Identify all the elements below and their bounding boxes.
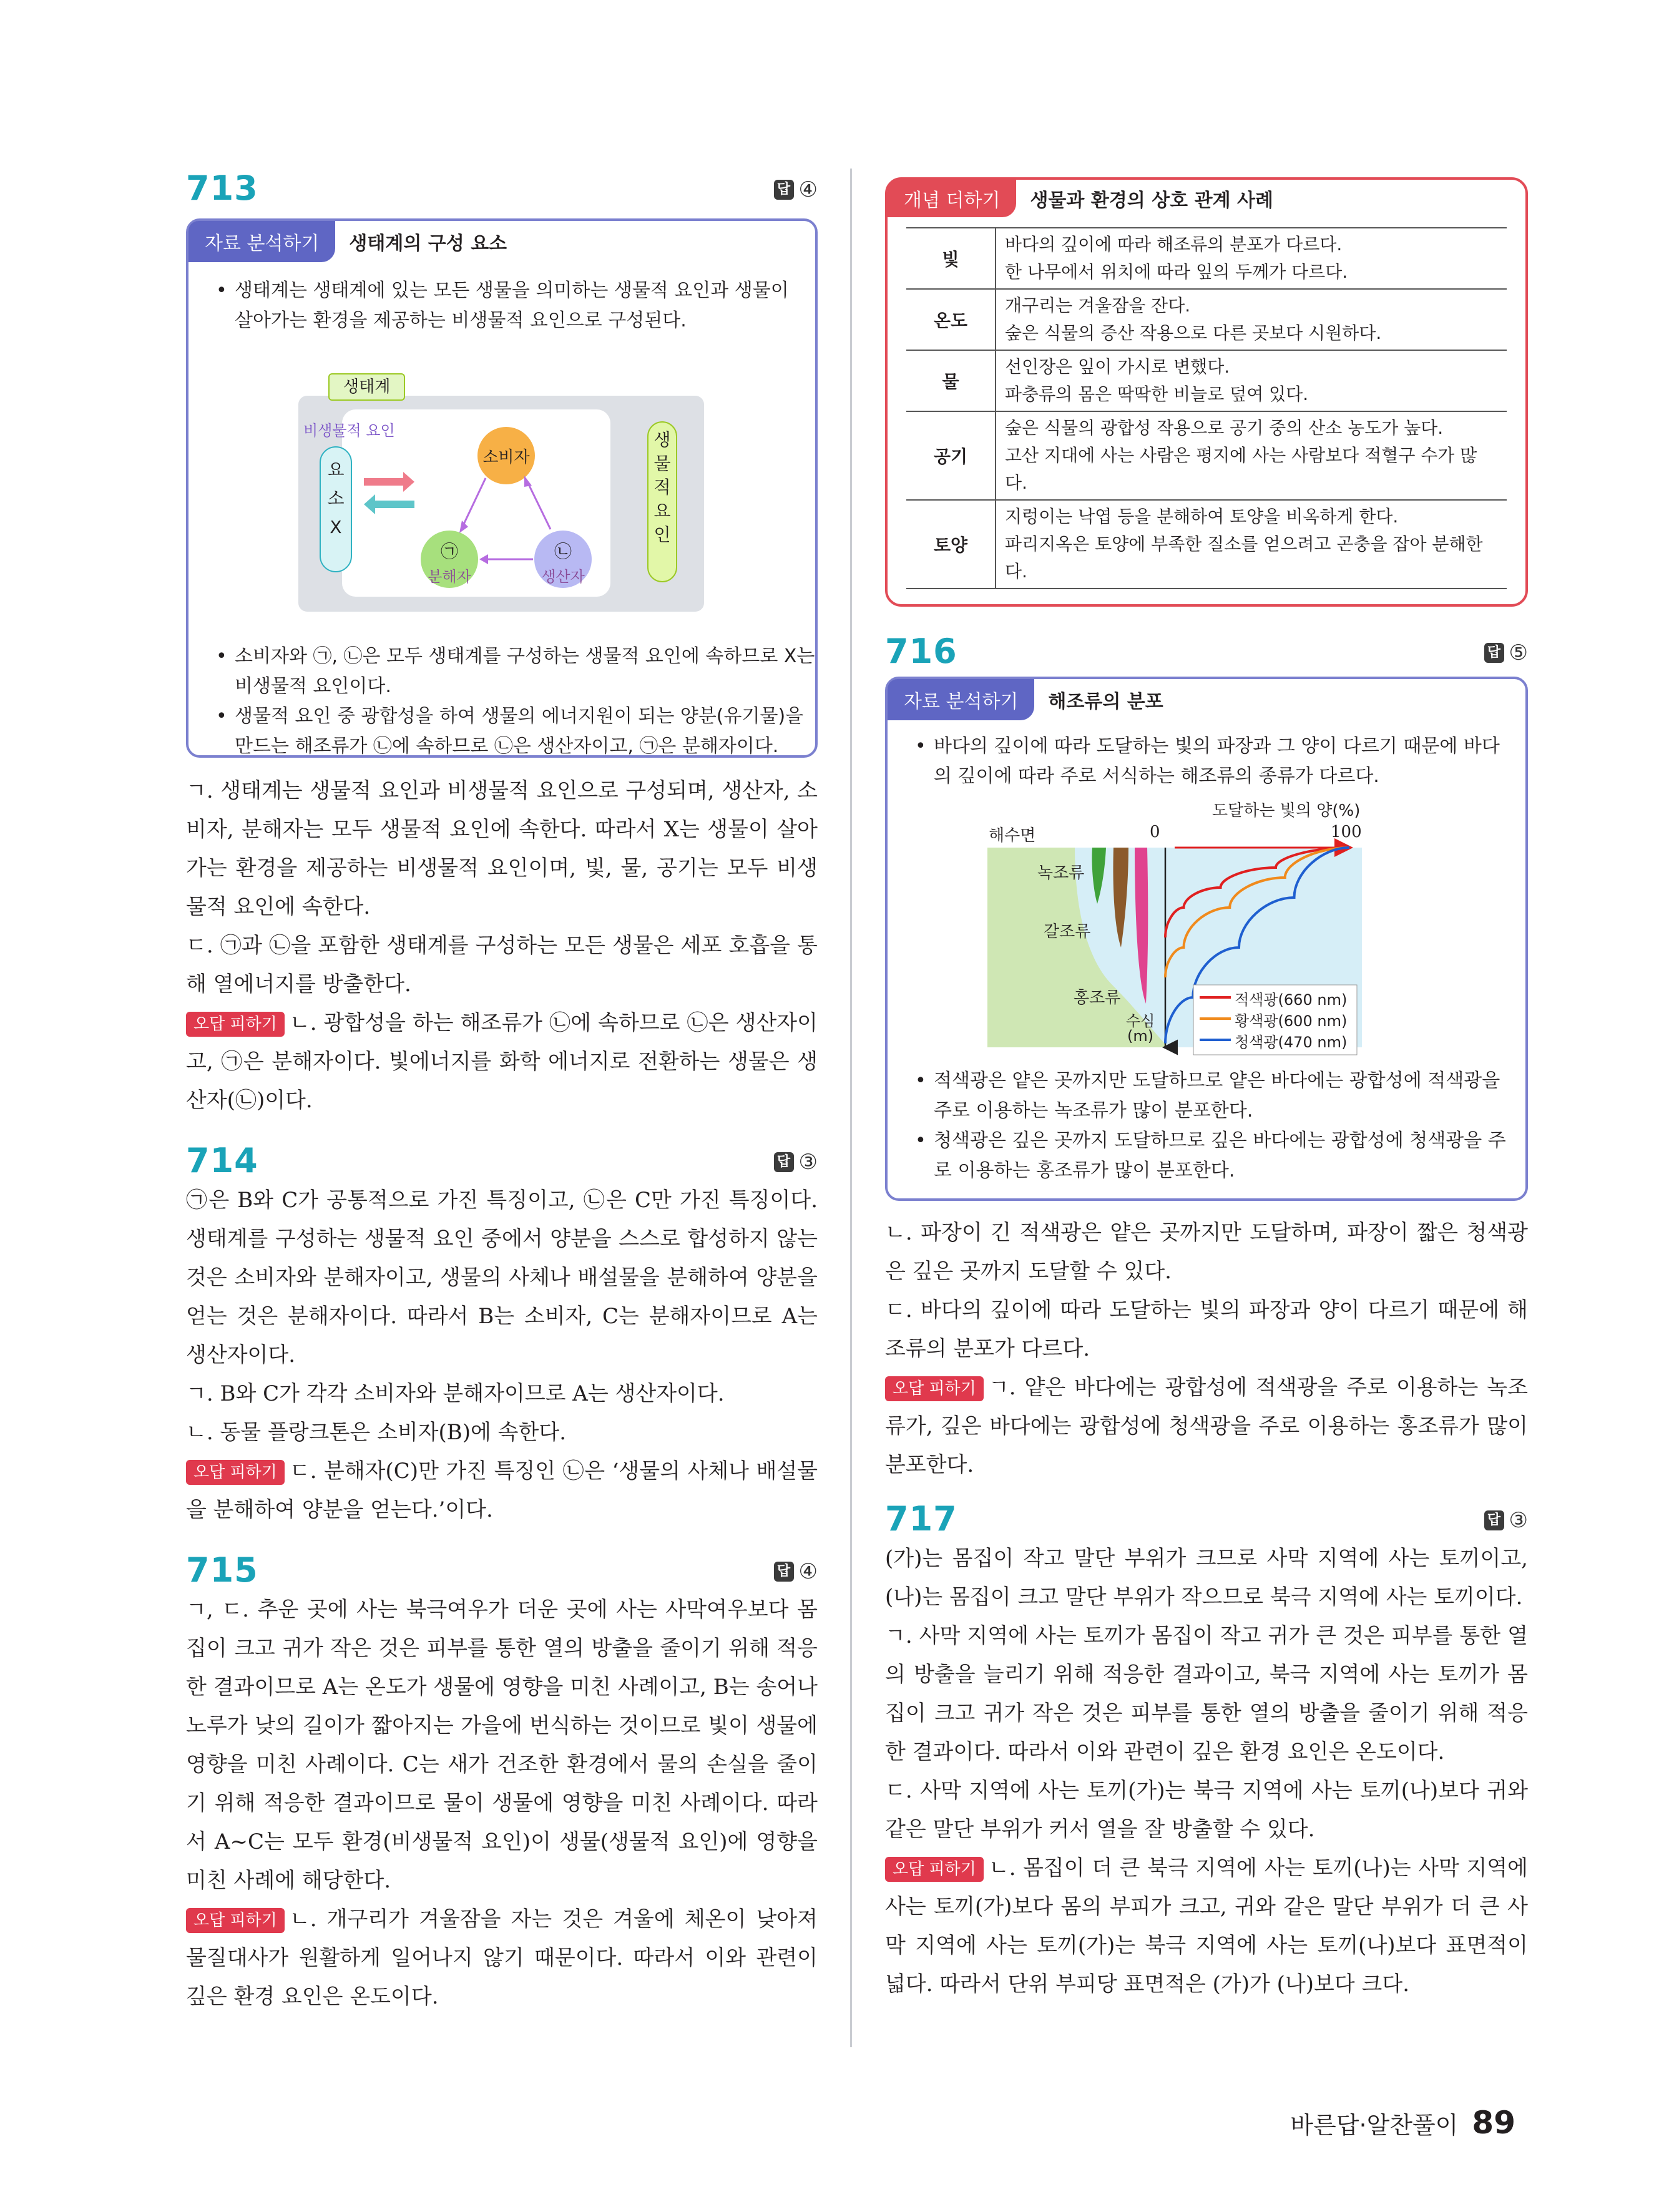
red-algae-label: 홍조류 [1074,989,1121,1007]
row-values: 지렁이는 낙엽 등을 분해하여 토양을 비옥하게 한다. 파리지옥은 토양에 부족한 질소를 얻으려고 곤충을 잡아 분해한다. [996,500,1507,589]
box-bullet-2: • 청색광은 깊은 곳까지 도달하므로 깊은 바다에는 광합성에 청색광을 주로 이용하는 홍조류가 많이 분포한다. [915,1126,1507,1186]
algae-chart [981,798,1418,1060]
table-row [906,500,1507,589]
explanation [885,1213,1528,1484]
wrong-answer-tag: 오답 피하기 [186,1908,285,1933]
row-values: 선인장은 잎이 가시로 변했다. 파충류의 몸은 딱딱한 비늘로 덮여 있다. [996,350,1507,411]
table-row [906,411,1507,500]
answer-icon: 답 [1484,643,1504,663]
box-bullet-1: • 소비자와 ㉠, ㉡은 모두 생태계를 구성하는 생물적 요인에 속하므로 X는 비생물적 요인이다. [216,642,821,702]
table-row [906,289,1507,350]
explanation-paragraph: ㄷ. 사막 지역에 사는 토끼(가)는 북극 지역에 사는 토끼(나)보다 귀와 같은 말단 부위가 커서 열을 잘 방출할 수 있다. [885,1778,1528,1842]
wrong-answer-tag: 오답 피하기 [885,1376,984,1401]
answer: 답 ④ [774,177,818,202]
x-tick-0: 0 [1150,823,1160,841]
explanation-paragraph: ㉠은 B와 C가 공통적으로 가진 특징이고, ㉡은 C만 가진 특징이다. 생태계를 구성하는 생물적 요인 중에서 양분을 스스로 합성하지 않는 것은 소비자와 분해자이고, 생물의 사체나 배설물을 분해하여 양분을 얻는 것은 분해자이다. 따라서 B는 소비자, C는 분해자이므로 A는 생산자이다. [186,1188,818,1368]
box-bullet-2: • 생물적 요인 중 광합성을 하여 생물의 에너지원이 되는 양분(유기물)을 만드는 해조류가 ㉡에 속하므로 ㉡은 생산자이고, ㉠은 분해자이다. [216,702,821,761]
ecosystem-diagram [298,372,704,612]
box-label: 자료 분석하기 [188,221,335,262]
decomposer-symbol: ㉠ [440,541,458,562]
question-number: 715 [186,1550,258,1590]
left-column [186,169,818,2016]
concept-label: 개념 더하기 [888,180,1016,217]
question-716 [885,632,1528,1484]
question-number: 716 [885,632,957,671]
answer: 답 ⑤ [1484,640,1528,665]
explanation [186,771,818,1120]
producer-label: 생산자 [541,568,585,585]
row-values: 바다의 깊이에 따라 해조류의 분포가 다르다. 한 나무에서 위치에 따라 잎의 두께가 다르다. [996,228,1507,289]
depth-label-2: (m) [1127,1027,1154,1045]
table-row [906,228,1507,289]
legend-red-label: 적색광(660 nm) [1235,991,1348,1009]
intro-bullet: • 바다의 깊이에 따라 도달하는 빛의 파장과 그 양이 다르기 때문에 바다의 깊이에 따라 주로 서식하는 해조류의 종류가 다르다. [915,732,1507,791]
chart-title: 도달하는 빛의 양(%) [1212,801,1361,820]
intro-bullet: • 생태계는 생태계에 있는 모든 생물을 의미하는 생물적 요인과 생물이 살아가는 환경을 제공하는 비생물적 요인으로 구성된다. [216,276,796,336]
explanation-paragraph: 오답 피하기 ㄴ. 개구리가 겨울잠을 자는 것은 겨울에 체온이 낮아져 물질대사가 원활하게 일어나지 않기 때문이다. 따라서 이와 관련이 깊은 환경 요인은 온도이다. [186,1907,818,2009]
concept-title: 생물과 환경의 상호 관계 사례 [1030,190,1273,212]
explanation-paragraph: 오답 피하기 ㄴ. 광합성을 하는 해조류가 ㉡에 속하므로 ㉡은 생산자이고, ㉠은 분해자이다. 빛에너지를 화학 에너지로 전환하는 생물은 생산자(㉡)이다. [186,1011,818,1113]
explanation-paragraph: 오답 피하기 ㄱ. 얕은 바다에는 광합성에 적색광을 주로 이용하는 녹조류가, 깊은 바다에는 광합성에 청색광을 주로 이용하는 홍조류가 많이 분포한다. [885,1375,1528,1477]
brown-algae-label: 갈조류 [1044,922,1091,941]
concept-box [885,177,1528,607]
explanation-paragraph: ㄷ. 바다의 깊이에 따라 도달하는 빛의 파장과 양이 다르기 때문에 해조류의 분포가 다르다. [885,1298,1528,1361]
answer-icon: 답 [1484,1510,1504,1530]
question-714 [186,1141,818,1529]
answer-icon: 답 [774,1562,794,1582]
depth-label-1: 수심 [1126,1012,1155,1030]
question-number: 714 [186,1141,258,1180]
explanation-paragraph: 오답 피하기 ㄷ. 분해자(C)만 가진 특징인 ㉡은 ‘생물의 사체나 배설물을 분해하여 양분을 얻는다.’이다. [186,1459,818,1522]
consumer-label: 소비자 [482,448,530,467]
footer-text: 바른답·알찬풀이 [1290,2112,1459,2139]
explanation-paragraph: (가)는 몸집이 작고 말단 부위가 크므로 사막 지역에 사는 토끼이고, (나)는 몸집이 크고 말단 부위가 작으므로 북극 지역에 사는 토끼이다. [885,1546,1528,1610]
explanation-paragraph: ㄴ. 동물 플랑크톤은 소비자(B)에 속한다. [186,1420,567,1445]
explanation [186,1181,818,1529]
row-key: 빛 [906,228,996,289]
explanation-paragraph: ㄱ. 사막 지역에 사는 토끼가 몸집이 작고 귀가 큰 것은 피부를 통한 열의 방출을 늘리기 위해 적응한 결과이고, 북극 지역에 사는 토끼가 몸집이 크고 귀가 작은 것은 피부를 통한 열의 방출을 줄이기 위해 적응한 결과이다. 따라서 이와 관련이 깊은 환경 요인은 온도이다. [885,1623,1528,1764]
column-divider [850,169,852,2047]
row-key: 온도 [906,289,996,350]
ecosystem-tab: 생태계 [328,373,405,401]
answer: 답 ④ [774,1559,818,1584]
concept-table [906,227,1507,589]
intro-list [888,732,1525,791]
answer-icon: 답 [774,1152,794,1172]
wrong-answer-tag: 오답 피하기 [885,1857,984,1882]
legend-yellow-label: 황색광(600 nm) [1235,1012,1348,1030]
page-footer [1290,2105,1515,2141]
wrong-answer-tag: 오답 피하기 [186,1012,285,1037]
box-title: 생태계의 구성 요소 [349,233,507,255]
producer-symbol: ㉡ [554,541,572,562]
question-717 [885,1499,1528,2004]
analysis-box [885,677,1528,1201]
explanation-paragraph: ㄷ. ㉠과 ㉡을 포함한 생태계를 구성하는 모든 생물은 세포 호흡을 통해 열에너지를 방출한다. [186,933,818,997]
intro-list [188,276,815,336]
question-713 [186,169,818,1120]
abiotic-label: 비생물적 요인 [303,422,395,439]
row-key: 물 [906,350,996,411]
question-715 [186,1550,818,2016]
analysis-box [186,218,818,758]
explanation-paragraph: ㄱ, ㄷ. 추운 곳에 사는 북극여우가 더운 곳에 사는 사막여우보다 몸집이 크고 귀가 작은 것은 피부를 통한 열의 방출을 줄이기 위해 적응한 결과이므로 A는 온도가 생물에 영향을 미친 사례이고, B는 송어나 노루가 낮의 길이가 짧아지는 가을에 번식하는 것이므로 빛이 생물에 영향을 미친 사례이다. C는 새가 건조한 환경에서 물의 손실을 줄이기 위해 적응한 결과이므로 물이 생물에 영향을 미친 사례이다. 따라서 A~C는 모두 환경(비생물적 요인)이 생물(생물적 요인)에 영향을 미친 사례에 해당한다. [186,1597,818,1893]
box-title: 해조류의 분포 [1048,691,1163,713]
row-key: 공기 [906,411,996,500]
explanation-paragraph: 오답 피하기 ㄴ. 몸집이 더 큰 북극 지역에 사는 토끼(나)는 사막 지역에 사는 토끼(가)보다 몸의 부피가 크고, 귀와 같은 말단 부위가 더 큰 사막 지역에 사는 토끼(가)는 북극 지역에 사는 토끼(나)보다 표면적이 넓다. 따라서 단위 부피당 표면적은 (가)가 (나)보다 크다. [885,1856,1528,1997]
box-bullets [888,1066,1525,1186]
decomposer-label: 분해자 [428,568,471,585]
page-number: 89 [1472,2105,1515,2141]
box-bullets [188,642,840,761]
legend-blue-label: 청색광(470 nm) [1235,1034,1348,1051]
element-x-label: 요소 X [327,459,345,537]
ecosystem-svg [298,372,704,612]
row-key: 토양 [906,500,996,589]
surface-label: 해수면 [989,826,1036,845]
x-tick-100: 100 [1331,823,1362,841]
row-values: 숲은 식물의 광합성 작용으로 공기 중의 산소 농도가 높다. 고산 지대에 사는 사람은 평지에 사는 사람보다 적혈구 수가 많다. [996,411,1507,500]
wrong-answer-tag: 오답 피하기 [186,1460,285,1485]
question-number: 713 [186,169,258,208]
explanation-paragraph: ㄱ. B와 C가 각각 소비자와 분해자이므로 A는 생산자이다. [186,1381,725,1406]
explanation [186,1590,818,2016]
explanation-paragraph: ㄱ. 생태계는 생물적 요인과 비생물적 요인으로 구성되며, 생산자, 소비자, 분해자는 모두 생물적 요인에 속한다. 따라서 X는 생물이 살아가는 환경을 제공하는 비생물적 요인이며, 빛, 물, 공기는 모두 비생물적 요인에 속한다. [186,778,818,919]
right-column [885,177,1528,2004]
answer: 답 ③ [774,1150,818,1175]
green-algae-label: 녹조류 [1037,864,1085,883]
explanation [885,1539,1528,2004]
row-values: 개구리는 겨울잠을 잔다. 숲은 식물의 증산 작용으로 다른 곳보다 시원하다. [996,289,1507,350]
biotic-label: 생물적 요인 [653,429,671,545]
question-number: 717 [885,1499,957,1539]
table-row [906,350,1507,411]
answer: 답 ③ [1484,1508,1528,1533]
explanation-paragraph: ㄴ. 파장이 긴 적색광은 얕은 곳까지만 도달하며, 파장이 짧은 청색광은 깊은 곳까지 도달할 수 있다. [885,1220,1528,1284]
answer-icon: 답 [774,180,794,200]
box-label: 자료 분석하기 [888,679,1034,720]
box-bullet-1: • 적색광은 얕은 곳까지만 도달하므로 얕은 바다에는 광합성에 적색광을 주로 이용하는 녹조류가 많이 분포한다. [915,1066,1507,1126]
